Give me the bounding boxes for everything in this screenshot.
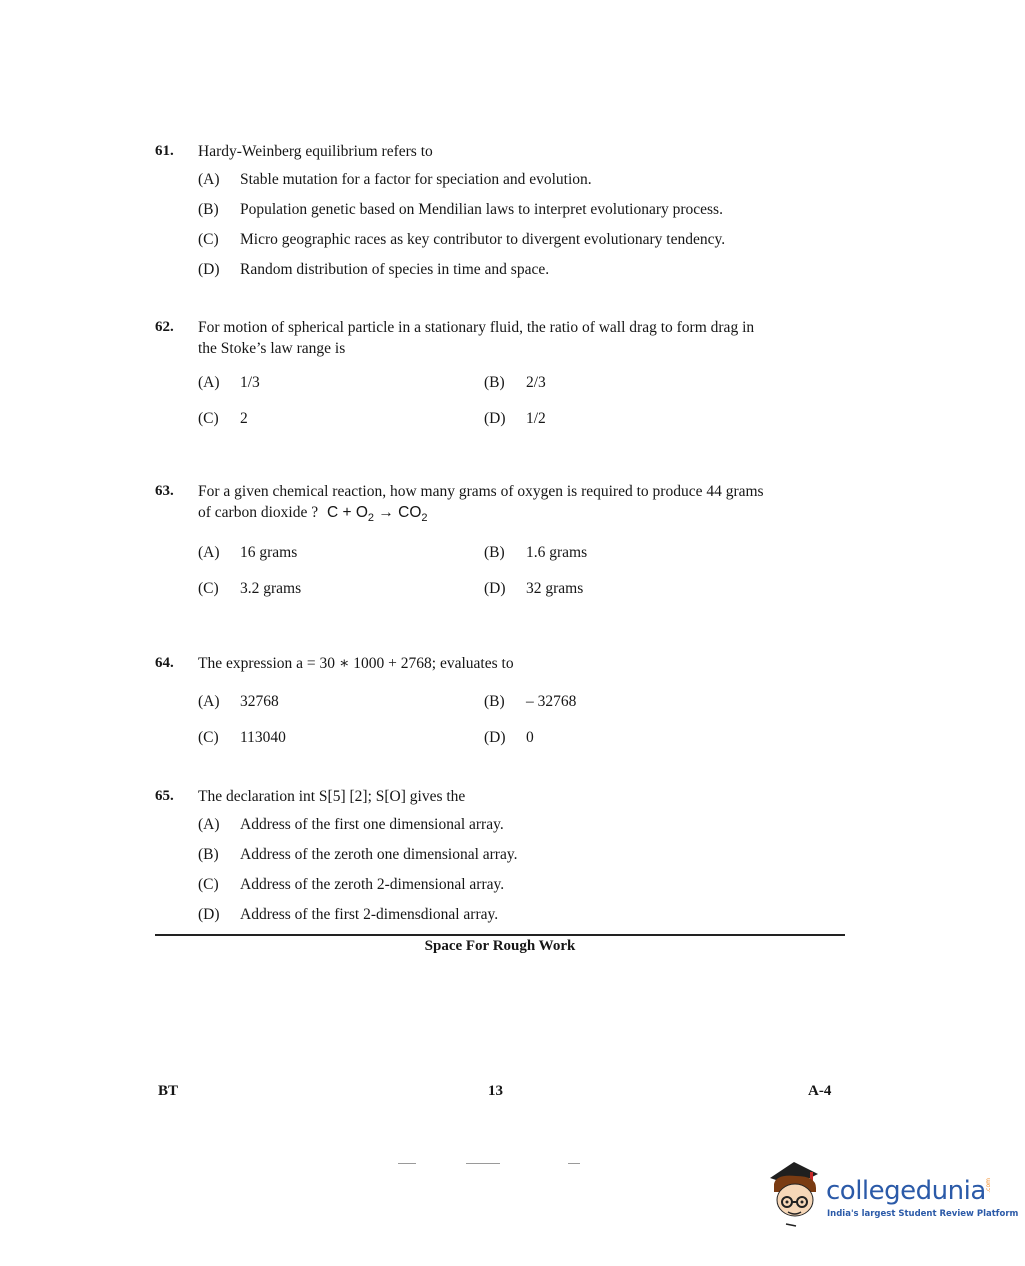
q63-text-line1: For a given chemical reaction, how many grams of oxygen is required to produce 44 grams [198,483,764,500]
q62-text-line1: For motion of spherical particle in a stationary fluid, the ratio of wall drag to form drag in [198,319,755,336]
q63-text-line2 [198,502,428,525]
q64-option-c: (C) 113040 [198,729,286,746]
q61-option-c: (C) Micro geographic races as key contributor to divergent evolutionary tendency. [198,231,726,248]
q62-option-c: (C) 2 [198,410,248,427]
q64-option-d: (D) 0 [484,729,534,746]
collegedunia-tagline: India's largest Student Review Platform [827,1209,1019,1219]
collegedunia-com: .com [985,1178,992,1193]
q63-number: 63. [155,483,174,499]
q63-option-c: (C) 3.2 grams [198,580,302,597]
q62-text-line2: the Stoke’s law range is [198,340,346,357]
q62-number: 62. [155,319,174,335]
q61-option-a: (A) Stable mutation for a factor for speciation and evolution. [198,171,592,188]
scan-speck [568,1163,580,1164]
scan-speck [466,1163,500,1164]
q63-option-d: (D) 32 grams [484,580,584,597]
q65-option-d: (D) Address of the first 2-dimensdional array. [198,906,499,923]
collegedunia-wordmark: collegedunia [826,1176,986,1206]
q61-option-b: (B) Population genetic based on Mendilian laws to interpret evolutionary process. [198,201,723,218]
rough-work-label: Space For Rough Work [424,938,576,954]
footer-subject-code: BT [158,1083,179,1099]
q63-option-a: (A) 16 grams [198,544,298,561]
q63-option-b: (B) 1.6 grams [484,544,588,561]
footer-booklet-code: A-4 [808,1083,832,1099]
q61-option-d: (D) Random distribution of species in time and space. [198,261,550,278]
q64-option-b: (B) – 32768 [484,693,577,710]
q62-option-b: (B) 2/3 [484,374,546,391]
q64-text: The expression a = 30 ∗ 1000 + 2768; evaluates to [198,655,514,672]
section-divider [155,934,845,936]
scan-speck [398,1163,416,1164]
q64-option-a: (A) 32768 [198,693,279,710]
q62-option-a: (A) 1/3 [198,374,260,391]
footer-page-number: 13 [488,1083,503,1099]
q61-number: 61. [155,143,174,159]
q65-number: 65. [155,788,174,804]
collegedunia-mascot-icon [766,1160,826,1230]
q64-number: 64. [155,655,174,671]
q65-text: The declaration int S[5] [2]; S[O] gives the [198,788,466,805]
q62-option-d: (D) 1/2 [484,410,546,427]
q65-option-c: (C) Address of the zeroth 2-dimensional array. [198,876,505,893]
q63-equation: $C + O_2 \to CO_2$ [326,504,428,524]
q65-option-a: (A) Address of the first one dimensional array. [198,816,504,833]
q63-text-line2-words: of carbon dioxide ? [198,504,319,521]
q65-option-b: (B) Address of the zeroth one dimensional array. [198,846,518,863]
q61-text: Hardy-Weinberg equilibrium refers to [198,143,433,160]
